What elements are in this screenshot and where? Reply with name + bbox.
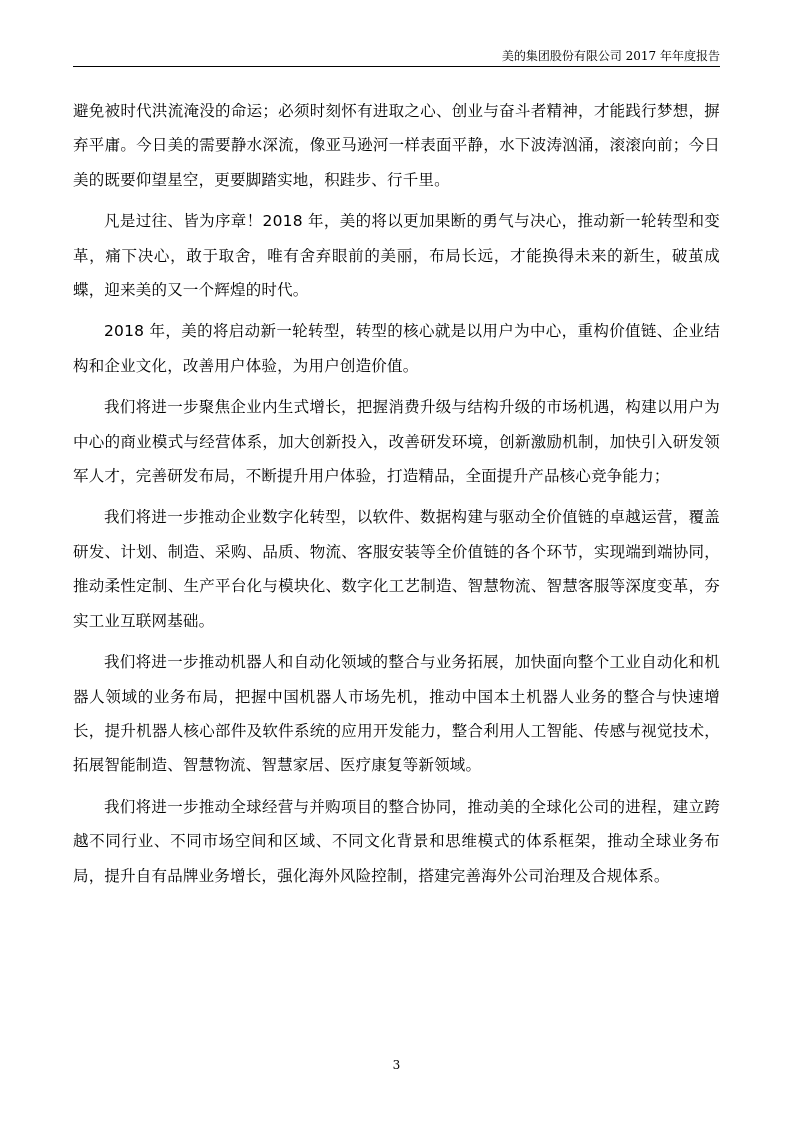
paragraph-3: 2018 年，美的将启动新一轮转型，转型的核心就是以用户为中心，重构价值链、企业结构和企业文化，改善用户体验，为用户创造价值。: [73, 322, 720, 375]
paragraph-6: 我们将进一步推动机器人和自动化领域的整合与业务拓展，加快面向整个工业自动化和机器人领域的业务布局，把握中国机器人市场先机，推动中国本土机器人业务的整合与快速增长，提升机器人核心部件及软件系统的应用开发能力，整合利用人工智能、传感与视觉技术，拓展智能制造、智慧物流、智慧家居、医疗康复等新领域。: [73, 653, 720, 775]
page-header: [73, 46, 720, 67]
paragraph-2: 凡是过往、皆为序章！2018 年，美的将以更加果断的勇气与决心，推动新一轮转型和变革，痛下决心，敢于取舍，唯有舍弃眼前的美丽，布局长远，才能换得未来的新生，破茧成蝶，迎来美的又一个辉煌的时代。: [73, 212, 720, 300]
paragraph-1: 避免被时代洪流淹没的命运；必须时刻怀有进取之心、创业与奋斗者精神，才能践行梦想，摒弃平庸。今日美的需要静水深流，像亚马逊河一样表面平静，水下波涛汹涌，滚滚向前；今日美的既要仰望星空，更要脚踏实地，积跬步、行千里。: [73, 102, 720, 189]
paragraph-7: 我们将进一步推动全球经营与并购项目的整合协同，推动美的全球化公司的进程，建立跨越不同行业、不同市场空间和区域、不同文化背景和思维模式的体系框架，推动全球业务布局，提升自有品牌业务增长，强化海外风险控制，搭建完善海外公司治理及合规体系。: [73, 797, 720, 885]
paragraph-4: 我们将进一步聚焦企业内生式增长，把握消费升级与结构升级的市场机遇，构建以用户为中心的商业模式与经营体系，加大创新投入，改善研发环境，创新激励机制，加快引入研发领军人才，完善研发布局，不断提升用户体验，打造精品，全面提升产品核心竞争能力；: [73, 398, 720, 486]
page-number: 3: [392, 1058, 401, 1072]
document-body: [73, 94, 720, 900]
report-title: 美的集团股份有限公司 2017 年年度报告: [501, 49, 720, 63]
paragraph-5: 我们将进一步推动企业数字化转型，以软件、数据构建与驱动全价值链的卓越运营，覆盖研发、计划、制造、采购、品质、物流、客服安装等全价值链的各个环节，实现端到端协同，推动柔性定制、生产平台化与模块化、数字化工艺制造、智慧物流、智慧客服等深度变革，夯实工业互联网基础。: [73, 508, 720, 630]
